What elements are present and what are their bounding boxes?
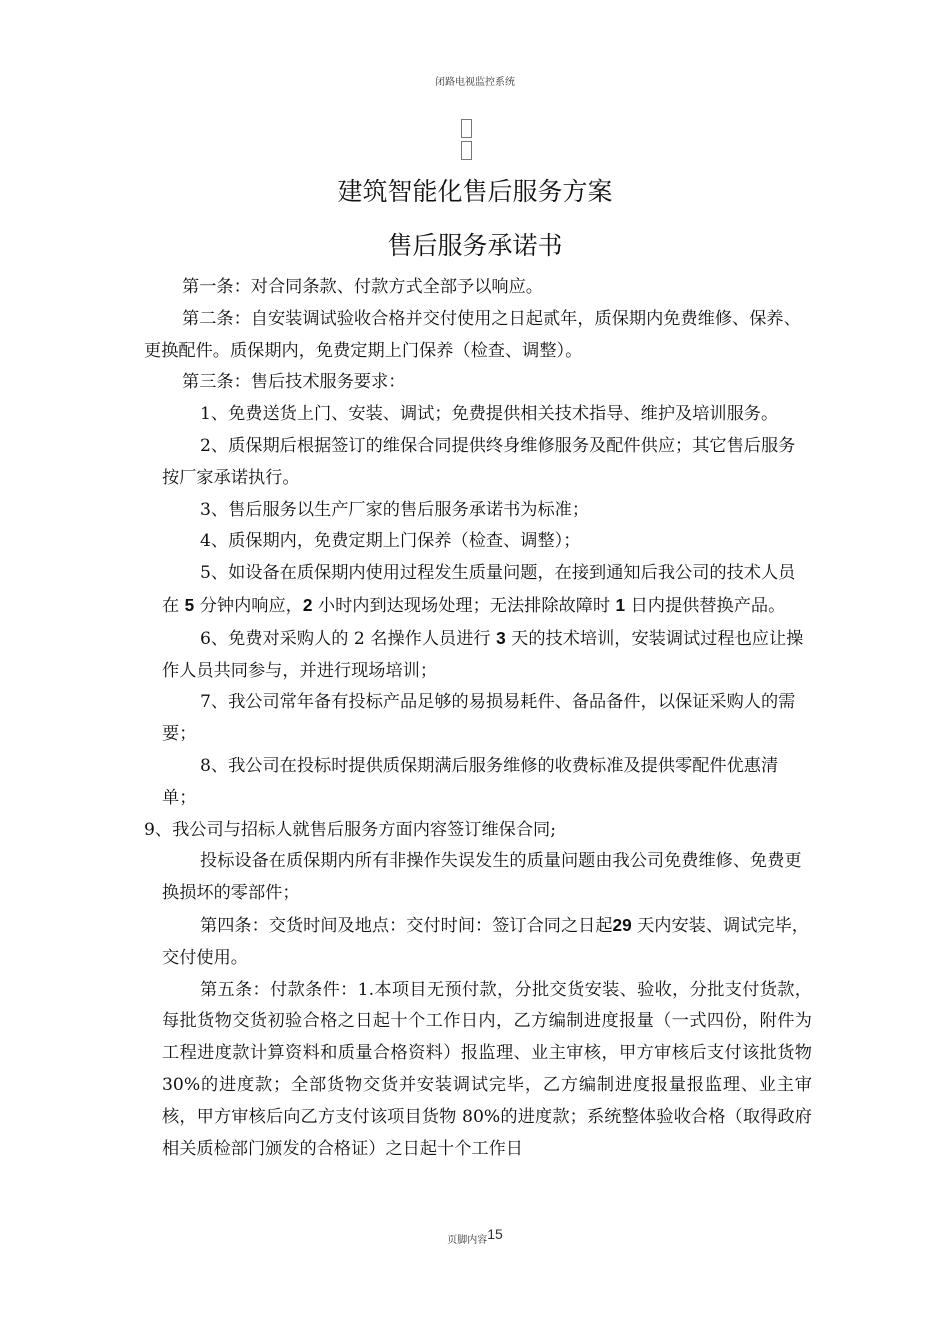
- article-5: 第五条：付款条件：1.本项目无预付款，分批交货安装、验收，分批支付货款，每批货物交货初验合格之日起十个工作日内，乙方编制进度报量（一式四份，附件为工程进度款计算资料和质量合格资料）报监理、业主审核，甲方审核后支付该批货物 30%的进度款；全部货物交货并安装调试完毕，乙方编制进度报量报监理、业主审核，甲方审核后向乙方支付该项目货物 80%的进度款；系统整体验收合格（取得政府相关质检部门颁发的合格证）之日起十个工作日: [162, 979, 812, 1159]
- article-4: [144, 910, 812, 975]
- article-2: 第二条：自安装调试验收合格并交付使用之日起贰年，质保期内免费维修、保养、更换配件。质保期内，免费定期上门保养（检查、调整）。: [144, 308, 801, 361]
- bold-number: 2: [302, 594, 313, 615]
- document-subtitle: 售后服务承诺书: [387, 231, 563, 260]
- service-item-7: 7、我公司常年备有投标产品足够的易损易耗件、备品备件，以保证采购人的需要；: [162, 692, 796, 745]
- document-body: [144, 272, 812, 1165]
- text-run: 日内提供替换产品。: [630, 595, 786, 616]
- text-run: 5、如设备在质保期内使用过程发生质量问题，在接到通知后我公司的技术人员在: [162, 563, 796, 616]
- article-1: 第一条：对合同条款、付款方式全部予以响应。: [182, 277, 543, 297]
- service-item-5: [144, 558, 812, 623]
- service-item-9: 9、我公司与招标人就售后服务方面内容签订维保合同;: [144, 819, 557, 840]
- document-title: 建筑智能化售后服务方案: [337, 177, 613, 206]
- placeholder-glyphs: [461, 119, 473, 163]
- text-run: 天的技术培训，安装调试过程也应让操作人员共同参与，并进行现场培训；: [162, 628, 804, 681]
- service-item-4: 4、质保期内，免费定期上门保养（检查、调整）；: [200, 531, 581, 552]
- text-run: 小时内到达现场处理；无法排除故障时: [317, 595, 611, 616]
- page-footer: [0, 1226, 950, 1246]
- bold-number: 3: [496, 627, 506, 648]
- text-run: 天内安装、调试完毕，交付使用。: [162, 915, 809, 968]
- page-number: 15: [487, 1226, 503, 1242]
- text-run: 6、免费对采购人的 2 名操作人员进行: [200, 628, 491, 649]
- text-run: 分钟内响应，: [199, 595, 303, 616]
- service-item-note: 投标设备在质保期内所有非操作失误发生的质量问题由我公司免费维修、免费更换损坏的零部件；: [162, 851, 802, 904]
- service-item-2: 2、质保期后根据签订的维保合同提供终身维修服务及配件供应；其它售后服务按厂家承诺执行。: [162, 435, 796, 488]
- service-item-1: 1、免费送货上门、安装、调试；免费提供相关技术指导、维护及培训服务。: [200, 404, 779, 425]
- service-item-8: 8、我公司在投标时提供质保期满后服务维修的收费标准及提供零配件优惠清单；: [162, 755, 779, 808]
- footer-label: 页脚内容: [447, 1235, 488, 1246]
- bold-number: 1: [615, 594, 626, 615]
- service-item-6: [144, 623, 812, 688]
- text-run: 第四条：交货时间及地点：交付时间：签订合同之日起: [200, 915, 613, 936]
- page-header: 闭路电视监控系统: [435, 77, 515, 88]
- missing-glyph-box: [461, 119, 472, 138]
- article-3: 第三条：售后技术服务要求：: [182, 372, 406, 393]
- service-item-3: 3、售后服务以生产厂家的售后服务承诺书为标准；: [200, 499, 590, 520]
- missing-glyph-box: [461, 141, 472, 160]
- bold-number: 29: [612, 914, 632, 935]
- bold-number: 5: [184, 594, 195, 615]
